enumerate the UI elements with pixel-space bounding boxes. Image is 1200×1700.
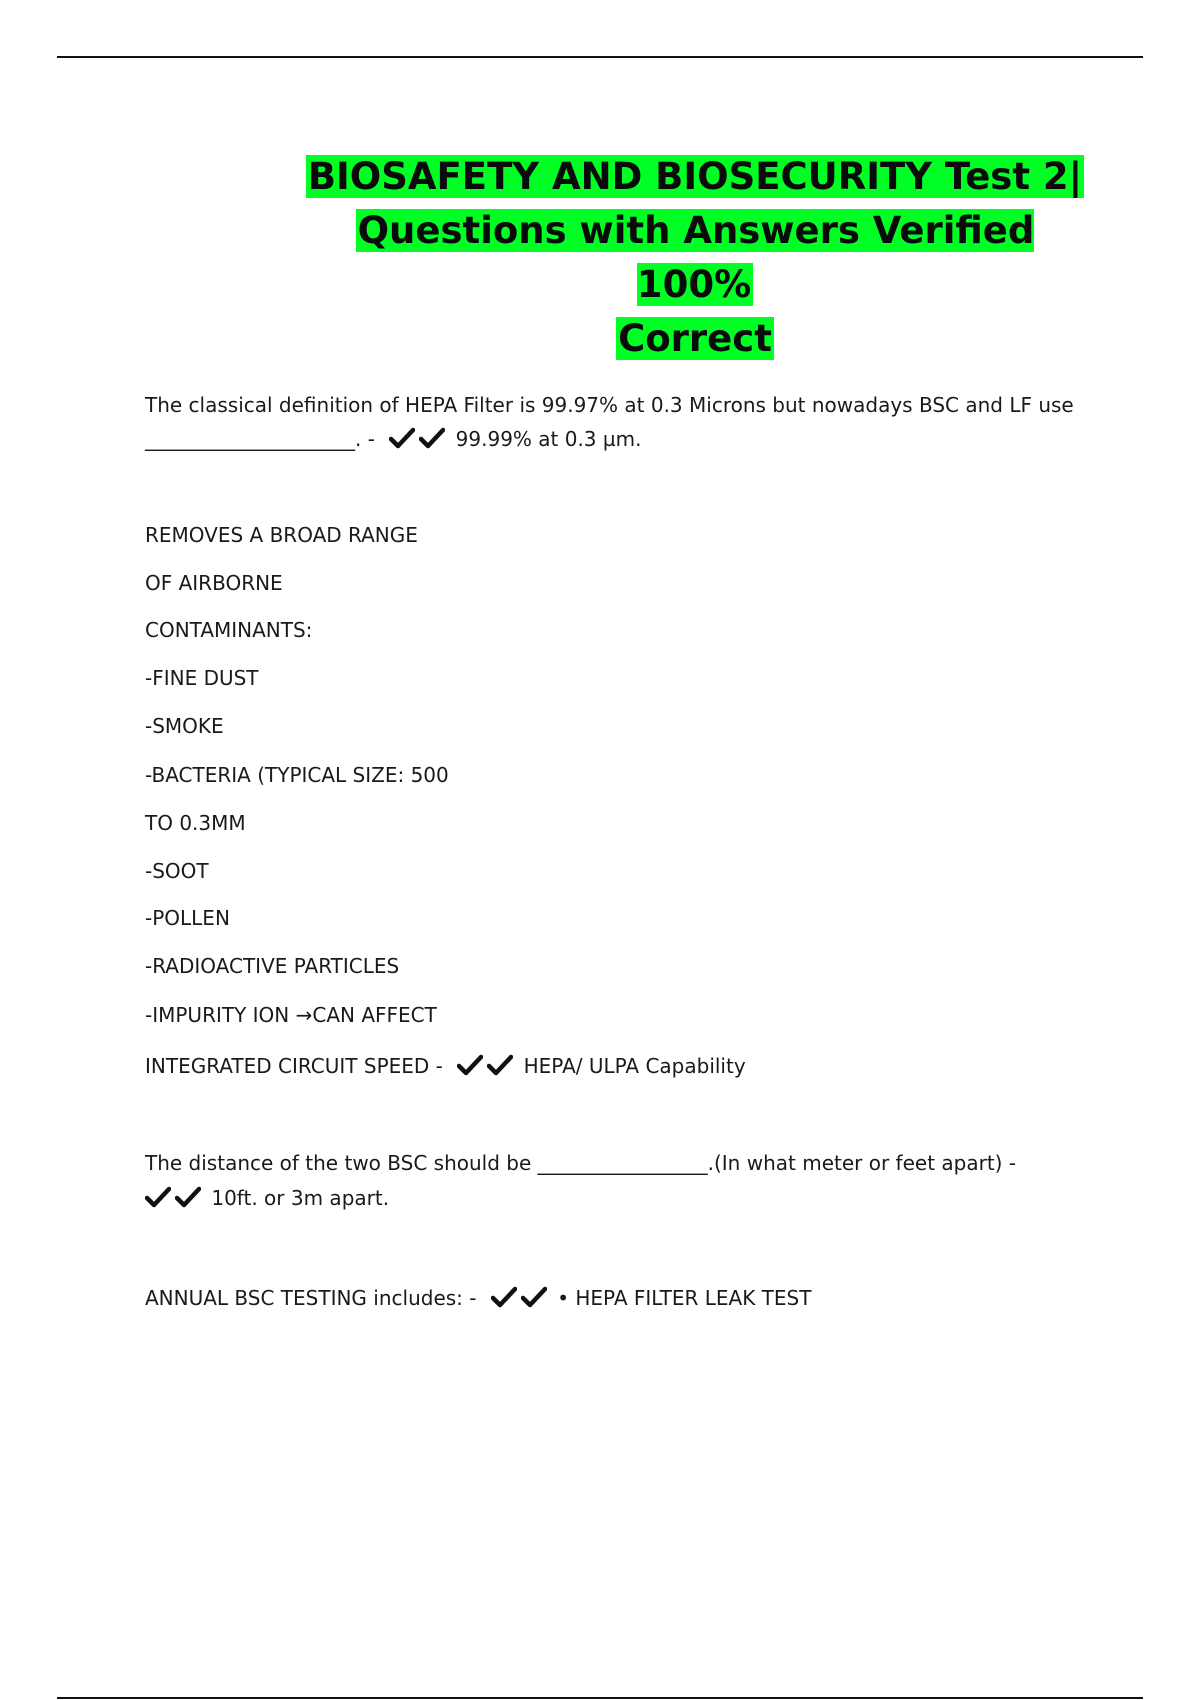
- q2-question-last: INTEGRATED CIRCUIT SPEED -: [145, 1054, 443, 1078]
- q1-question-line-1: The classical definition of HEPA Filter is 99.97% at 0.3 Microns but nowadays BSC and LF use: [145, 393, 1074, 417]
- q2-line: REMOVES A BROAD RANGE: [145, 523, 418, 547]
- q2-line: -IMPURITY ION →CAN AFFECT: [145, 1003, 437, 1027]
- checkmark-icon: [491, 1286, 517, 1308]
- checkmark-icon: [521, 1286, 547, 1308]
- document-title: [300, 150, 1090, 366]
- q2-line: TO 0.3MM: [145, 811, 246, 835]
- q3-answer: 10ft. or 3m apart.: [211, 1186, 390, 1210]
- checkmark-icon: [419, 427, 445, 449]
- checkmark-icon: [145, 1186, 171, 1208]
- q4-answer: • HEPA FILTER LEAK TEST: [557, 1286, 812, 1310]
- checkmark-icon: [457, 1054, 483, 1076]
- q2-last-line: [145, 1052, 746, 1080]
- q2-line: -FINE DUST: [145, 666, 259, 690]
- q2-line: CONTAMINANTS:: [145, 618, 313, 642]
- title-line-3: Correct: [618, 317, 772, 360]
- q1-question-line-2: [145, 425, 641, 453]
- q2-answer: HEPA/ ULPA Capability: [523, 1054, 746, 1078]
- checkmark-icon: [487, 1054, 513, 1076]
- bottom-rule: [57, 1697, 1143, 1699]
- q4-question: ANNUAL BSC TESTING includes: -: [145, 1286, 477, 1310]
- q2-line: -SMOKE: [145, 714, 224, 738]
- top-rule: [57, 56, 1143, 58]
- q3-answer-line: [145, 1184, 389, 1212]
- q4-line: [145, 1284, 811, 1312]
- q2-line: OF AIRBORNE: [145, 571, 283, 595]
- q3-question-line-1: The distance of the two BSC should be _________________.(In what meter or feet apart) -: [145, 1151, 1017, 1175]
- q2-line: -RADIOACTIVE PARTICLES: [145, 954, 400, 978]
- q2-line: -SOOT: [145, 859, 209, 883]
- q1-blank: _____________________. -: [145, 427, 375, 451]
- q1-answer: 99.99% at 0.3 µm.: [455, 427, 642, 451]
- q2-line: -POLLEN: [145, 906, 230, 930]
- title-line-1: BIOSAFETY AND BIOSECURITY Test 2|: [307, 155, 1083, 198]
- title-line-2: Questions with Answers Verified 100%: [357, 209, 1035, 306]
- q2-line: -BACTERIA (TYPICAL SIZE: 500: [145, 763, 449, 787]
- checkmark-icon: [175, 1186, 201, 1208]
- checkmark-icon: [389, 427, 415, 449]
